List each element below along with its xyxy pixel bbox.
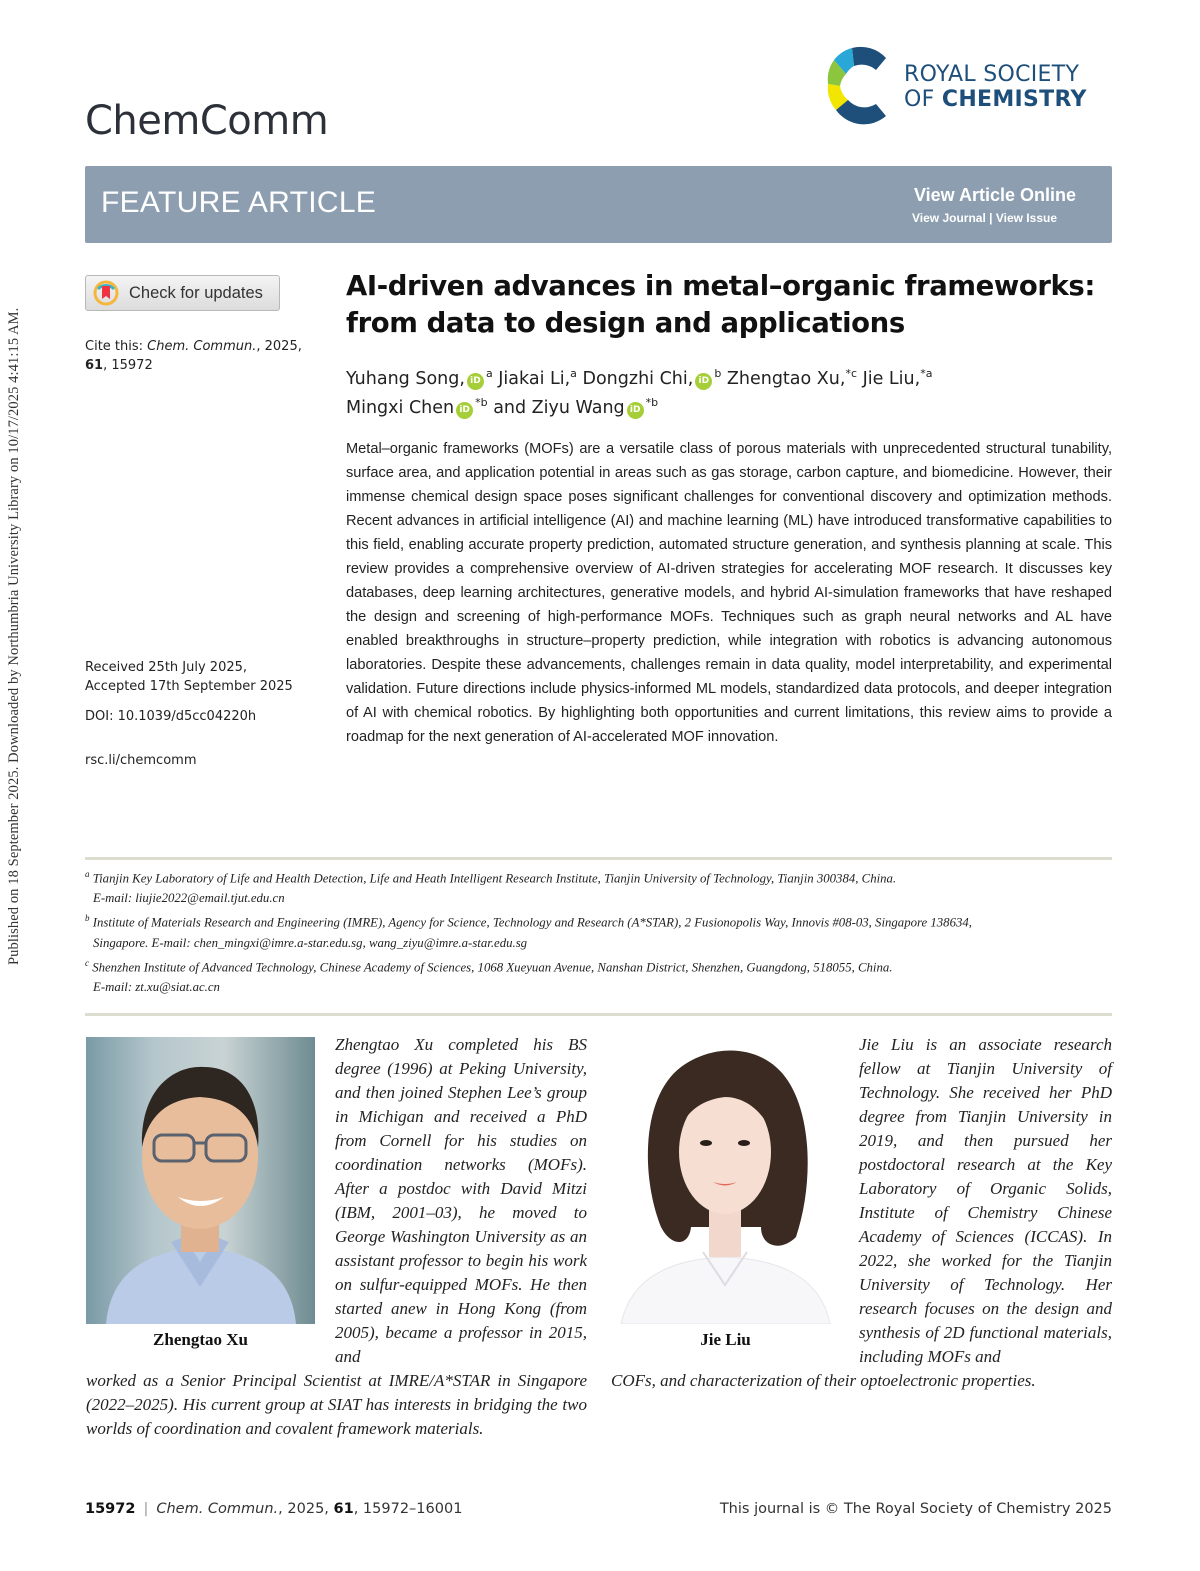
affiliation-sup: *c: [845, 367, 857, 380]
received-date: Received 25th July 2025,: [85, 660, 248, 675]
article-title: [346, 268, 1126, 342]
footer-separator: |: [143, 1501, 149, 1517]
affiliation-text: Institute of Materials Research and Engineering (IMRE), Agency for Science, Technology and Research (A*STAR), 2 Fusionopolis Way, Innovis #08-03, Singapore 138634,: [92, 915, 972, 930]
footer-copyright: This journal is © The Royal Society of Chemistry 2025: [719, 1501, 1112, 1517]
author-name[interactable]: Jie Liu,: [862, 368, 921, 389]
portrait-woman-icon: [611, 1037, 840, 1324]
author-name[interactable]: Jiakai Li,: [498, 368, 571, 389]
orcid-icon[interactable]: iD: [467, 373, 484, 390]
accepted-date: Accepted 17th September 2025: [85, 679, 293, 694]
affiliation-text: Tianjin Key Laboratory of Life and Health Detection, Life and Heath Intelligent Research Institute, Tianjin University of Technology, Tianjin 300384, China.: [92, 871, 897, 886]
author-photo-caption: Zhengtao Xu: [153, 1330, 248, 1349]
check-for-updates-label: Check for updates: [129, 283, 263, 302]
footer-journal: Chem. Commun.: [156, 1501, 279, 1517]
journal-link[interactable]: rsc.li/chemcomm: [85, 753, 197, 768]
affiliation-email[interactable]: E-mail: zt.xu@siat.ac.cn: [93, 979, 220, 994]
author-photo-caption: Jie Liu: [700, 1330, 751, 1349]
publication-dates: [85, 658, 293, 696]
author-name[interactable]: and Ziyu Wang: [493, 397, 625, 418]
biography-text-continued: worked as a Senior Principal Scientist at IMRE/A*STAR in Singapore (2022–2025). His current group at SIAT has interests in bridging the two worlds of coordination and covalent framework materials.: [86, 1371, 587, 1438]
cite-year: , 2025,: [256, 339, 302, 354]
article-type: FEATURE ARTICLE: [101, 186, 377, 219]
article-type-banner: [85, 166, 1112, 243]
rsc-logo[interactable]: [826, 44, 1116, 128]
footer-pages: , 15972–16001: [353, 1501, 463, 1517]
author-name[interactable]: Zhengtao Xu,: [726, 368, 846, 389]
cite-page: , 15972: [103, 358, 153, 373]
portrait-man-icon: [86, 1037, 315, 1324]
author-name[interactable]: Dongzhi Chi,: [582, 368, 694, 389]
author-photo-zhengtao-xu: [86, 1037, 315, 1324]
abstract: Metal–organic frameworks (MOFs) are a versatile class of porous materials with unprecedented structural tunability, surface area, and application potential in areas such as gas storage, carbon capture, and biomedicine. However, their immense chemical design space poses significant challenges for conventional discovery and optimization methods. Recent advances in artificial intelligence (AI) and machine learning (ML) have introduced transformative capabilities to this field, enabling accurate property prediction, automated structure generation, and synthesis planning at scale. This review provides a comprehensive overview of AI-driven strategies for accelerating MOF research. It discusses key databases, deep learning architectures, generative models, and hybrid AI-simulation frameworks that have reshaped the design and screening of high-performance MOFs. Techniques such as graph neural networks and AL have enabled breakthroughs in structure–property prediction, while integration with robotics is advancing autonomous laboratories. Despite these advancements, challenges remain in data quality, model interpretability, and experimental validation. Future directions include physics-informed ML models, standardized data protocols, and deeper integration of AI with chemical robotics. By highlighting both opportunities and current limitations, this review aims to provide a roadmap for the next generation of AI-accelerated MOF innovation.: [346, 441, 1112, 745]
title-line-1: AI-driven advances in metal–organic frameworks:: [346, 270, 1095, 302]
biography-text: Zhengtao Xu completed his BS degree (1996) at Peking University, and then joined Stephen Lee’s group in Michigan and received a PhD from Cornell for his studies on coordination networks (MOFs). After a postdoc with David Mitzi (IBM, 2001–03), he moved to George Washington University as an assistant professor to begin his work on sulfur-equipped MOFs. He then started anew in Hong Kong (from 2005), became a professor in 2015, and: [335, 1035, 587, 1366]
view-journal-link[interactable]: View Journal: [911, 211, 986, 225]
biography-text: Jie Liu is an associate research fellow at Tianjin University of Technology. She received her PhD degree from Tianjin University in 2019, and then pursued her postdoctoral research at the Key Laboratory of Organic Solids, Institute of Chemistry Chinese Academy of Sciences (ICCAS). In 2022, she worked for the Tianjin University of Technology. Her research focuses on the design and synthesis of 2D functional materials, including MOFs and: [859, 1035, 1112, 1366]
citation: [85, 337, 325, 375]
download-notice: Published on 18 September 2025. Downloaded by Northumbria University Library on 10/17/2025 4:41:15 AM.: [6, 307, 22, 965]
biography-text-continued: COFs, and characterization of their optoelectronic properties.: [611, 1371, 1036, 1390]
rsc-c-logo-icon: [826, 44, 894, 128]
author-name[interactable]: Yuhang Song,: [346, 368, 465, 389]
orcid-icon[interactable]: iD: [627, 402, 644, 419]
view-issue-link[interactable]: View Issue: [995, 211, 1057, 225]
view-article-online-link[interactable]: View Article Online: [913, 185, 1076, 205]
divider: [85, 1013, 1112, 1016]
cite-journal: Chem. Commun.: [147, 339, 257, 354]
author-name[interactable]: Mingxi Chen: [346, 397, 455, 418]
title-line-2: from data to design and applications: [346, 307, 905, 339]
cite-volume: 61: [85, 358, 104, 373]
author-list: [346, 362, 1116, 420]
footer-volume: 61: [333, 1501, 354, 1517]
affiliation-sup: b: [85, 913, 90, 924]
rsc-logo-line2-prefix: OF: [904, 87, 942, 112]
cite-label: Cite this:: [85, 339, 148, 354]
rsc-logo-line1: ROYAL SOCIETY: [904, 62, 1080, 87]
affiliation-a: [85, 864, 1115, 908]
affiliation-sup: a: [570, 367, 577, 380]
doi[interactable]: DOI: 10.1039/d5cc04220h: [85, 709, 257, 724]
orcid-icon[interactable]: iD: [456, 402, 473, 419]
author-photo-jie-liu: [611, 1037, 840, 1324]
affiliation-email[interactable]: E-mail: liujie2022@email.tjut.edu.cn: [93, 891, 285, 906]
journal-name: ChemComm: [85, 98, 329, 144]
affiliation-sup: b: [714, 367, 722, 380]
page-number: 15972: [85, 1501, 136, 1517]
footer-citation: [85, 1501, 462, 1517]
divider: [85, 857, 1112, 860]
orcid-icon[interactable]: iD: [695, 373, 712, 390]
affiliation-sup: *b: [475, 395, 488, 409]
affiliation-sup: *b: [645, 395, 659, 409]
check-for-updates-button[interactable]: [85, 275, 280, 311]
affiliation-sup: a: [85, 869, 90, 879]
affiliation-sup: c: [85, 957, 89, 968]
affiliation-b: [85, 908, 1115, 952]
rsc-logo-line2-bold: CHEMISTRY: [941, 87, 1087, 112]
link-separator: |: [989, 211, 993, 225]
affiliations: [85, 864, 1115, 997]
footer-year: , 2025,: [278, 1501, 334, 1517]
affiliation-sup: *a: [920, 367, 933, 380]
crossmark-icon: [93, 280, 119, 306]
affiliation-text: Shenzhen Institute of Advanced Technology, Chinese Academy of Sciences, 1068 Xueyuan Avenue, Nanshan District, Shenzhen, Guangdong, 518055, China.: [92, 959, 893, 974]
affiliation-c: [85, 953, 1115, 997]
affiliation-email[interactable]: Singapore. E-mail: chen_mingxi@imre.a-star.edu.sg, wang_ziyu@imre.a-star.edu.sg: [93, 935, 528, 950]
affiliation-sup: a: [485, 367, 493, 380]
